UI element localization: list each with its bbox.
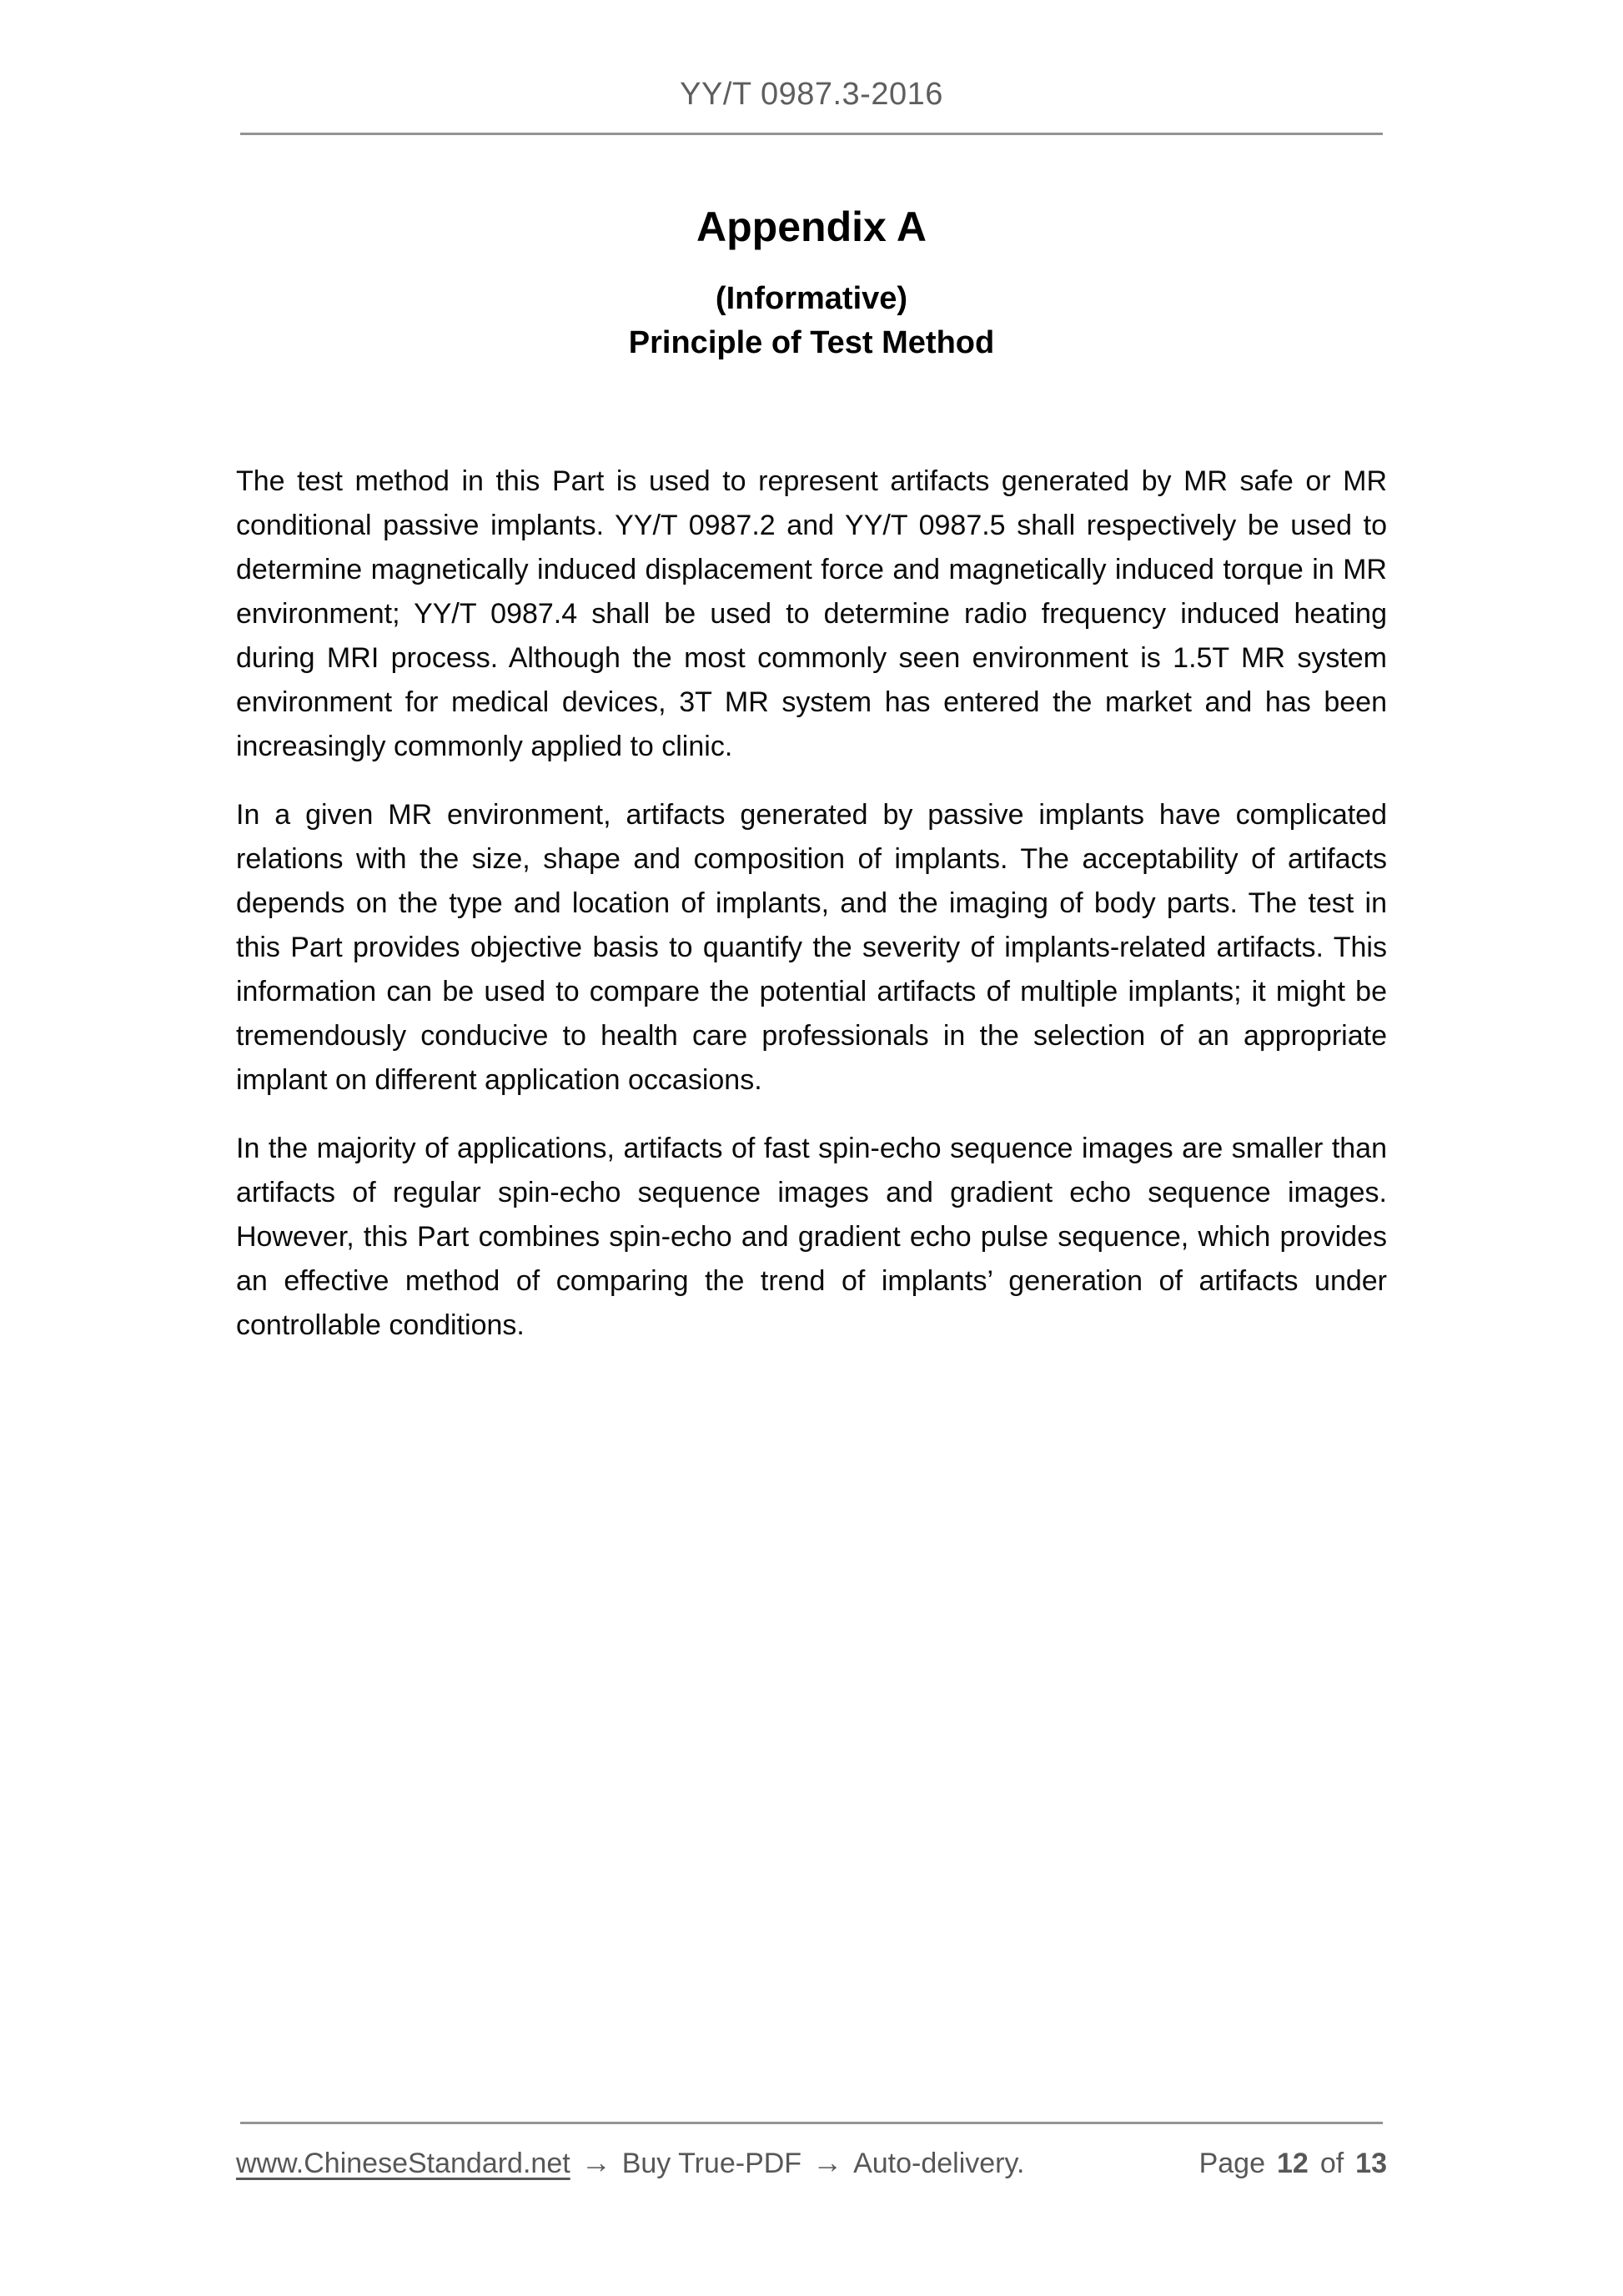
title-block	[0, 203, 1623, 360]
right-arrow-icon: →	[812, 2145, 843, 2179]
paragraph-1: The test method in this Part is used to represent artifacts generated by MR safe or MR conditional passive implants. YY/T 0987.2 and YY/T 0987.5 shall respectively be used to determine magnetically induced displacement force and magnetically induced torque in MR environment; YY/T 0987.4 shall be used to determine radio frequency induced heating during MRI process. Although the most commonly seen environment is 1.5T MR system environment for medical devices, 3T MR system has entered the market and has been increasingly commonly applied to clinic.	[236, 465, 1387, 762]
page-current-number: 12	[1276, 2148, 1309, 2179]
paragraph-2: In a given MR environment, artifacts generated by passive implants have complicated relations with the size, shape and composition of implants. The acceptability of artifacts depends on the type and location of implants, and the imaging of body parts. The test in this Part provides objective basis to quantify the severity of implants-related artifacts. This information can be used to compare the potential artifacts of multiple implants; it might be tremendously conducive to health care professionals in the selection of an appropriate implant on different application occasions.	[236, 799, 1387, 1096]
page-footer	[236, 2145, 1387, 2180]
appendix-subtitle: Principle of Test Method	[628, 325, 995, 360]
website-link[interactable]: www.ChineseStandard.net	[236, 2148, 570, 2179]
paragraph-3: In the majority of applications, artifacts of fast spin-echo sequence images are smaller than artifacts of regular spin-echo sequence images and gradient echo sequence images. However, this Part combines spin-echo and gradient echo pulse sequence, which provides an effective method of comparing the trend of implants’ generation of artifacts under controllable conditions.	[236, 1133, 1387, 1341]
page-indicator	[1199, 2148, 1387, 2180]
buy-pdf-label: Buy True-PDF	[621, 2148, 802, 2179]
right-arrow-icon: →	[580, 2145, 611, 2179]
appendix-informative-label: (Informative)	[715, 281, 908, 316]
auto-delivery-label: Auto-delivery.	[853, 2148, 1025, 2179]
of-label: of	[1319, 2148, 1344, 2179]
appendix-title: Appendix A	[696, 203, 927, 250]
page-label: Page	[1198, 2148, 1265, 2179]
body-text	[236, 460, 1387, 1372]
header-divider	[240, 133, 1383, 135]
page-total-number: 13	[1355, 2148, 1387, 2179]
footer-divider	[240, 2122, 1383, 2124]
footer-left	[236, 2145, 1024, 2180]
header-document-number: YY/T 0987.3-2016	[680, 77, 943, 112]
